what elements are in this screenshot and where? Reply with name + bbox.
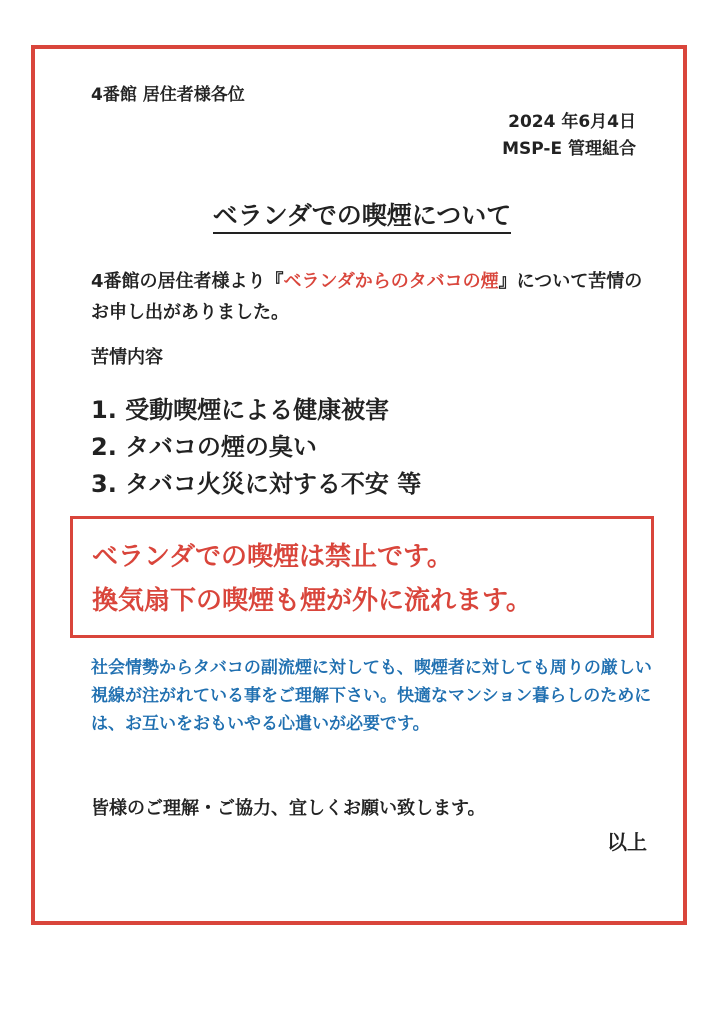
intro-highlight: ベランダからのタバコの煙 xyxy=(283,271,499,292)
organization: MSP-E 管理組合 xyxy=(502,139,636,159)
addressee: 4番館 居住者様各位 xyxy=(91,85,245,105)
list-item: 2. タバコの煙の臭い xyxy=(91,433,317,461)
closing-remark: 皆様のご理解・ご協力、宜しくお願い致します。 xyxy=(91,798,486,819)
intro-prefix: 4番館の居住者様より『 xyxy=(91,271,284,292)
intro-suffix: 』について苦情のお申し出がありました。 xyxy=(91,271,643,323)
warning-line-1: ベランダでの喫煙は禁止です。 xyxy=(92,542,453,572)
end-mark: 以上 xyxy=(607,830,647,854)
issue-date: 2024 年6月4日 xyxy=(508,112,636,132)
complaints-heading: 苦情内容 xyxy=(91,347,163,368)
warning-line-2: 換気扇下の喫煙も煙が外に流れます。 xyxy=(92,586,532,616)
notice-paragraph: 社会情勢からタバコの副流煙に対しても、喫煙者に対しても周りの厳しい視線が注がれている事をご理解下さい。快適なマンション暮らしのためには、お互いをおもいやる心遣いが必要です。 xyxy=(91,658,652,734)
page-title-text: ベランダでの喫煙について xyxy=(213,201,512,234)
warning-box xyxy=(70,516,654,638)
page-title xyxy=(0,196,724,232)
list-item: 3. タバコ火災に対する不安 等 xyxy=(91,470,422,498)
complaints-list xyxy=(91,392,421,503)
list-item: 1. 受動喫煙による健康被害 xyxy=(91,396,390,424)
intro-paragraph xyxy=(91,266,651,328)
